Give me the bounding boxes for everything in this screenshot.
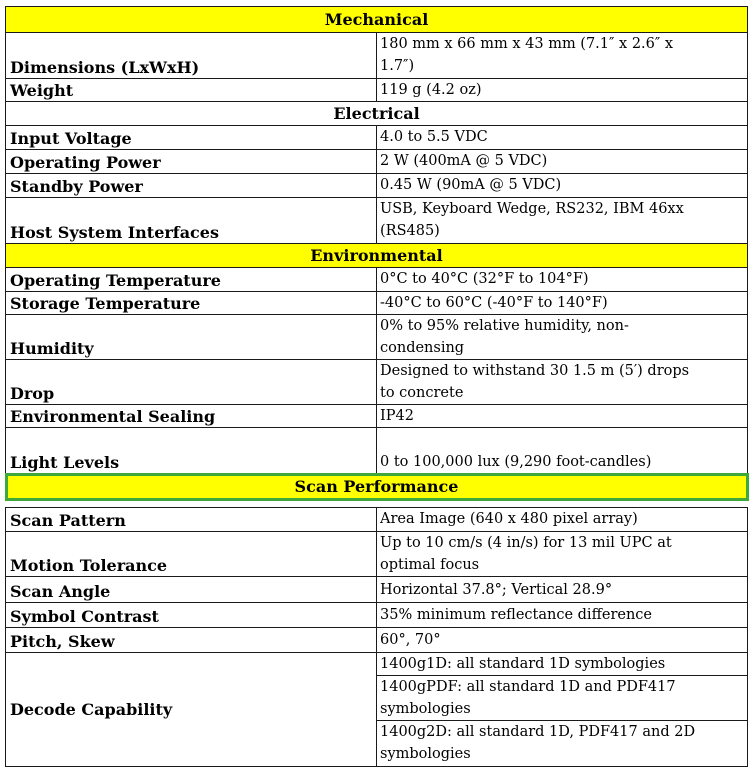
spec-label[interactable]: Weight — [6, 79, 377, 102]
spec-value[interactable] — [377, 532, 748, 577]
spec-label[interactable]: Light Levels — [6, 428, 377, 474]
spec-label[interactable]: Scan Angle — [6, 577, 377, 603]
spec-value-line: 1400g2D: all standard 1D, PDF417 and 2D — [380, 724, 696, 740]
table-row — [6, 577, 748, 603]
spec-value-line: optimal focus — [380, 557, 480, 573]
decode-option[interactable] — [377, 720, 747, 765]
section-electrical[interactable]: Electrical — [6, 102, 748, 126]
spec-label[interactable]: Standby Power — [6, 174, 377, 198]
section-row — [6, 102, 748, 126]
spec-label[interactable]: Operating Temperature — [6, 268, 377, 292]
spec-value[interactable]: 0°C to 40°C (32°F to 104°F) — [377, 268, 748, 292]
section-mechanical[interactable]: Mechanical — [6, 7, 748, 33]
spec-value-line: 1400g1D: all standard 1D symbologies — [380, 656, 666, 672]
table-row — [6, 150, 748, 174]
spec-label[interactable]: Pitch, Skew — [6, 628, 377, 653]
spec-value[interactable]: Area Image (640 x 480 pixel array) — [377, 508, 748, 532]
spec-value-line: 1.7″) — [380, 58, 415, 74]
table-row — [6, 198, 748, 244]
spec-value-line: symbologies — [380, 746, 471, 762]
section-row — [6, 474, 748, 500]
spec-value[interactable]: -40°C to 60°C (-40°F to 140°F) — [377, 292, 748, 315]
spec-value[interactable]: Horizontal 37.8°; Vertical 28.9° — [377, 577, 748, 603]
spec-label[interactable]: Drop — [6, 360, 377, 405]
spec-value[interactable]: 60°, 70° — [377, 628, 748, 653]
table-row — [6, 292, 748, 315]
table-row — [6, 532, 748, 577]
table-row — [6, 33, 748, 79]
table-row — [6, 508, 748, 532]
spec-value[interactable] — [377, 33, 748, 79]
spec-label[interactable]: Input Voltage — [6, 126, 377, 150]
spec-label[interactable]: Dimensions (LxWxH) — [6, 33, 377, 79]
table-row — [6, 268, 748, 292]
table-row — [6, 405, 748, 428]
table-row — [6, 428, 748, 474]
spec-value-line: symbologies — [380, 701, 471, 717]
spec-value[interactable]: 0.45 W (90mA @ 5 VDC) — [377, 174, 748, 198]
spec-label[interactable]: Scan Pattern — [6, 508, 377, 532]
table-row — [6, 653, 748, 767]
spec-value-group — [377, 653, 748, 767]
spec-value[interactable]: 2 W (400mA @ 5 VDC) — [377, 150, 748, 174]
spec-value-line: 0% to 95% relative humidity, non- — [380, 318, 629, 334]
decode-option[interactable] — [377, 675, 747, 720]
spec-value-line: 180 mm x 66 mm x 43 mm (7.1″ x 2.6″ x — [380, 36, 674, 52]
spec-value-line: to concrete — [380, 385, 464, 401]
table-row — [6, 315, 748, 360]
spec-value[interactable]: 35% minimum reflectance difference — [377, 603, 748, 628]
spec-value[interactable]: IP42 — [377, 405, 748, 428]
spacer-row — [6, 500, 748, 508]
spec-value[interactable]: 0 to 100,000 lux (9,290 foot-candles) — [377, 428, 748, 474]
table-row — [6, 360, 748, 405]
spacer-cell — [6, 500, 748, 508]
spec-value-line: Designed to withstand 30 1.5 m (5′) drops — [380, 363, 690, 379]
spec-label[interactable]: Humidity — [6, 315, 377, 360]
spec-label[interactable]: Storage Temperature — [6, 292, 377, 315]
spec-value[interactable] — [377, 198, 748, 244]
spec-value[interactable]: 4.0 to 5.5 VDC — [377, 126, 748, 150]
spec-label[interactable]: Operating Power — [6, 150, 377, 174]
table-row — [6, 79, 748, 102]
spec-value-line: USB, Keyboard Wedge, RS232, IBM 46xx — [380, 201, 684, 217]
spec-label[interactable]: Motion Tolerance — [6, 532, 377, 577]
spec-value[interactable]: 119 g (4.2 oz) — [377, 79, 748, 102]
table-row — [6, 126, 748, 150]
spec-table — [5, 6, 748, 767]
section-row — [6, 7, 748, 33]
spec-value[interactable] — [377, 360, 748, 405]
spec-value-line: condensing — [380, 340, 465, 356]
decode-option[interactable] — [377, 653, 747, 675]
spec-label[interactable]: Symbol Contrast — [6, 603, 377, 628]
spec-label[interactable]: Host System Interfaces — [6, 198, 377, 244]
spec-value-line: (RS485) — [380, 223, 440, 239]
spec-label[interactable]: Decode Capability — [6, 653, 377, 767]
table-row — [6, 174, 748, 198]
section-row — [6, 244, 748, 268]
table-row — [6, 628, 748, 653]
table-row — [6, 603, 748, 628]
spec-value[interactable] — [377, 315, 748, 360]
spec-value-line: 1400gPDF: all standard 1D and PDF417 — [380, 679, 676, 695]
section-environmental[interactable]: Environmental — [6, 244, 748, 268]
section-scan-performance[interactable]: Scan Performance — [6, 474, 748, 500]
spec-label[interactable]: Environmental Sealing — [6, 405, 377, 428]
spec-value-line: Up to 10 cm/s (4 in/s) for 13 mil UPC at — [380, 535, 672, 551]
